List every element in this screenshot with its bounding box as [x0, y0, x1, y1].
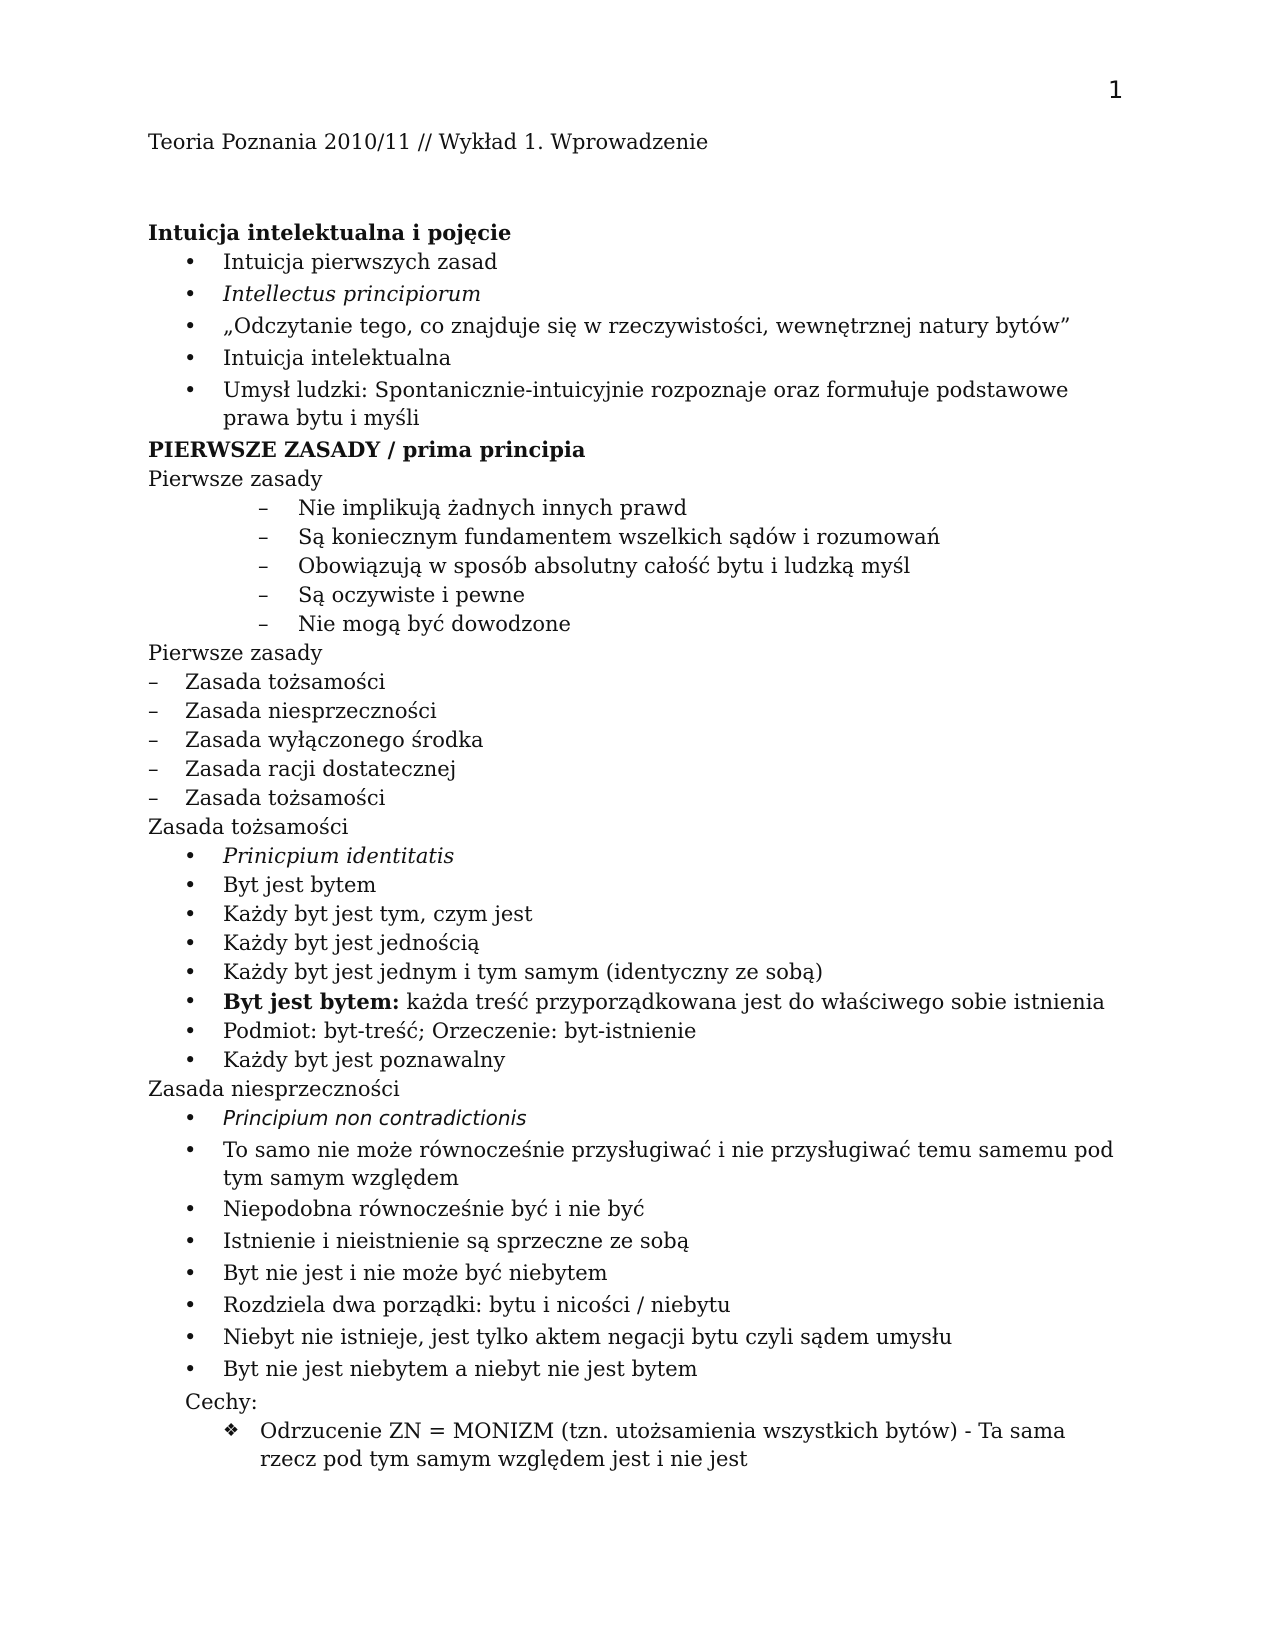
list-item: • Niepodobna równocześnie być i nie być [148, 1195, 1128, 1224]
bullet-icon: • [184, 1325, 197, 1349]
features-list [148, 1417, 1128, 1473]
bullet-icon: • [184, 1019, 197, 1043]
subsection-label: Pierwsze zasady [148, 467, 323, 491]
list-item: • Umysł ludzki: Spontanicznie-intuicyjnie rozpoznaje oraz formułuje podstawowe prawa bytu i myśli [184, 378, 1069, 430]
bullet-icon: • [184, 1261, 197, 1285]
subsection-label: Zasada tożsamości [148, 815, 349, 839]
bullet-icon: • [184, 282, 197, 306]
first-principles-list [148, 668, 1128, 813]
dash-icon: – [148, 757, 159, 781]
bullet-icon: • [184, 989, 197, 1013]
dash-icon: – [148, 786, 159, 810]
dash-icon: – [148, 670, 159, 694]
list-item: – Zasada tożsamości [148, 668, 1128, 697]
list-item: • Każdy byt jest poznawalny [148, 1046, 1128, 1075]
list-item: • Każdy byt jest jednym i tym samym (identyczny ze sobą) [148, 958, 1128, 987]
dash-icon: – [258, 496, 269, 520]
list-item: • Rozdziela dwa porządki: bytu i nicości / niebytu [148, 1291, 1128, 1320]
dash-icon: – [258, 525, 269, 549]
features-label: Cechy: [185, 1390, 258, 1414]
document-title: Teoria Poznania 2010/11 // Wykład 1. Wprowadzenie [148, 130, 709, 154]
list-item: • Każdy byt jest jednością [148, 929, 1128, 958]
dash-icon: – [148, 728, 159, 752]
bullet-icon: • [184, 1138, 197, 1162]
bullet-icon: • [184, 346, 197, 370]
list-item: • Intuicja intelektualna [148, 344, 1128, 373]
bullet-icon: • [184, 844, 197, 868]
document-body [148, 218, 1128, 1473]
bullet-icon: • [184, 1048, 197, 1072]
subsection-label: Zasada niesprzeczności [148, 1077, 400, 1101]
list-item: • Intellectus principiorum [148, 280, 1128, 309]
list-item: – Nie mogą być dowodzone [148, 610, 1128, 639]
list-item: – Zasada racji dostatecznej [148, 755, 1128, 784]
dash-icon: – [148, 699, 159, 723]
list-item: – Zasada wyłączonego środka [148, 726, 1128, 755]
bullet-icon: • [184, 1197, 197, 1221]
list-item: • Prinicpium identitatis [148, 842, 1128, 871]
bullet-icon: • [184, 873, 197, 897]
list-item: – Zasada niesprzeczności [148, 697, 1128, 726]
bullet-icon: • [184, 902, 197, 926]
list-item: – Nie implikują żadnych innych prawd [148, 494, 1128, 523]
list-item: • Istnienie i nieistnienie są sprzeczne ze sobą [148, 1227, 1128, 1256]
list-item: • „Odczytanie tego, co znajduje się w rzeczywistości, wewnętrznej natury bytów” [148, 312, 1128, 341]
bullet-icon: • [184, 960, 197, 984]
bullet-icon: • [184, 314, 197, 338]
list-item: • To samo nie może równocześnie przysługiwać i nie przysługiwać temu samemu pod tym samym względem [184, 1138, 1114, 1190]
bullet-icon: • [184, 931, 197, 955]
list-item: • Niebyt nie istnieje, jest tylko aktem negacji bytu czyli sądem umysłu [148, 1323, 1128, 1352]
identity-list [148, 842, 1128, 1075]
section-heading-intuition: Intuicja intelektualna i pojęcie [148, 220, 512, 245]
list-item: ❖ Odrzucenie ZN = MONIZM (tzn. utożsamienia wszystkich bytów) - Ta sama rzecz pod tym samym względem jest i nie jest [223, 1419, 1066, 1471]
noncontradiction-list [148, 1104, 1128, 1384]
dash-icon: – [258, 583, 269, 607]
dash-icon: – [258, 554, 269, 578]
diamond-bullet-icon: ❖ [223, 1420, 240, 1441]
page-number: 1 [1108, 76, 1124, 104]
bullet-icon: • [184, 1229, 197, 1253]
list-item: • Byt jest bytem [148, 871, 1128, 900]
dash-icon: – [258, 612, 269, 636]
section-heading-first-principles: PIERWSZE ZASADY / prima principia [148, 437, 586, 462]
first-principles-properties-list [148, 494, 1128, 639]
list-item: • Podmiot: byt-treść; Orzeczenie: byt-istnienie [148, 1017, 1128, 1046]
list-item: – Są oczywiste i pewne [148, 581, 1128, 610]
bullet-icon: • [184, 378, 197, 402]
list-item: • Byt jest bytem: każda treść przyporządkowana jest do właściwego sobie istnienia [184, 989, 1105, 1014]
list-item: – Są koniecznym fundamentem wszelkich sądów i rozumowań [148, 523, 1128, 552]
list-item: – Zasada tożsamości [148, 784, 1128, 813]
subsection-label: Pierwsze zasady [148, 641, 323, 665]
bullet-icon: • [184, 250, 197, 274]
bullet-icon: • [184, 1357, 197, 1381]
list-item: – Obowiązują w sposób absolutny całość bytu i ludzką myśl [148, 552, 1128, 581]
list-item: • Każdy byt jest tym, czym jest [148, 900, 1128, 929]
list-item: • Byt nie jest i nie może być niebytem [148, 1259, 1128, 1288]
bullet-icon: • [184, 1293, 197, 1317]
list-item: • Principium non contradictionis [148, 1104, 1128, 1133]
bullet-icon: • [184, 1106, 197, 1130]
intuition-list [148, 248, 1128, 432]
list-item: • Intuicja pierwszych zasad [148, 248, 1128, 277]
list-item: • Byt nie jest niebytem a niebyt nie jest bytem [148, 1355, 1128, 1384]
